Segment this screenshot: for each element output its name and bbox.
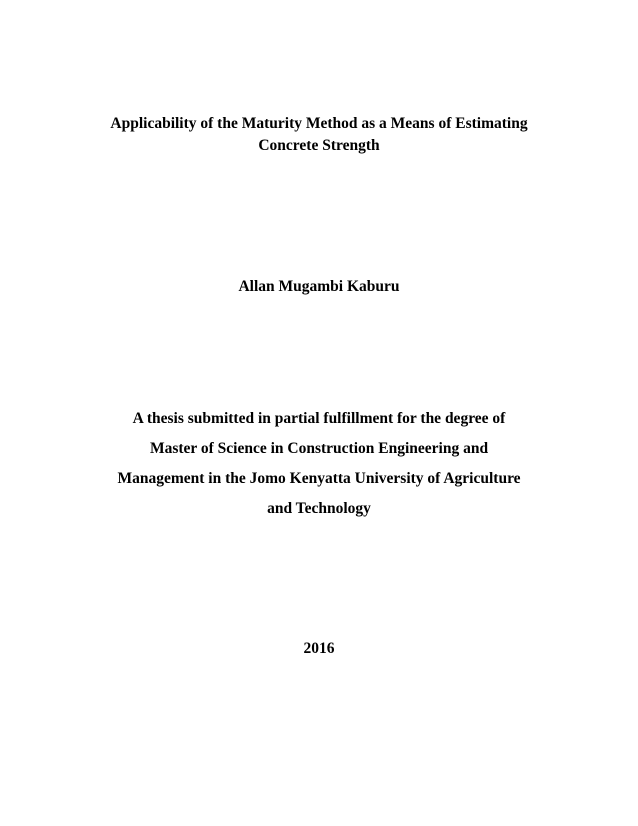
degree-statement-line-1: A thesis submitted in partial fulfillment for the degree of: [132, 410, 506, 427]
degree-statement-line-2: Master of Science in Construction Engineering and: [149, 440, 489, 457]
author-name: Allan Mugambi Kaburu: [238, 278, 400, 295]
thesis-title-line-1: Applicability of the Maturity Method as a Means of Estimating: [110, 115, 528, 132]
thesis-title: [0, 113, 638, 157]
degree-statement: [0, 404, 638, 524]
degree-statement-line-3: Management in the Jomo Kenyatta University of Agriculture: [117, 470, 521, 487]
degree-statement-line-4: and Technology: [267, 500, 371, 517]
thesis-title-line-2: Concrete Strength: [258, 137, 380, 154]
submission-year: 2016: [303, 640, 335, 657]
